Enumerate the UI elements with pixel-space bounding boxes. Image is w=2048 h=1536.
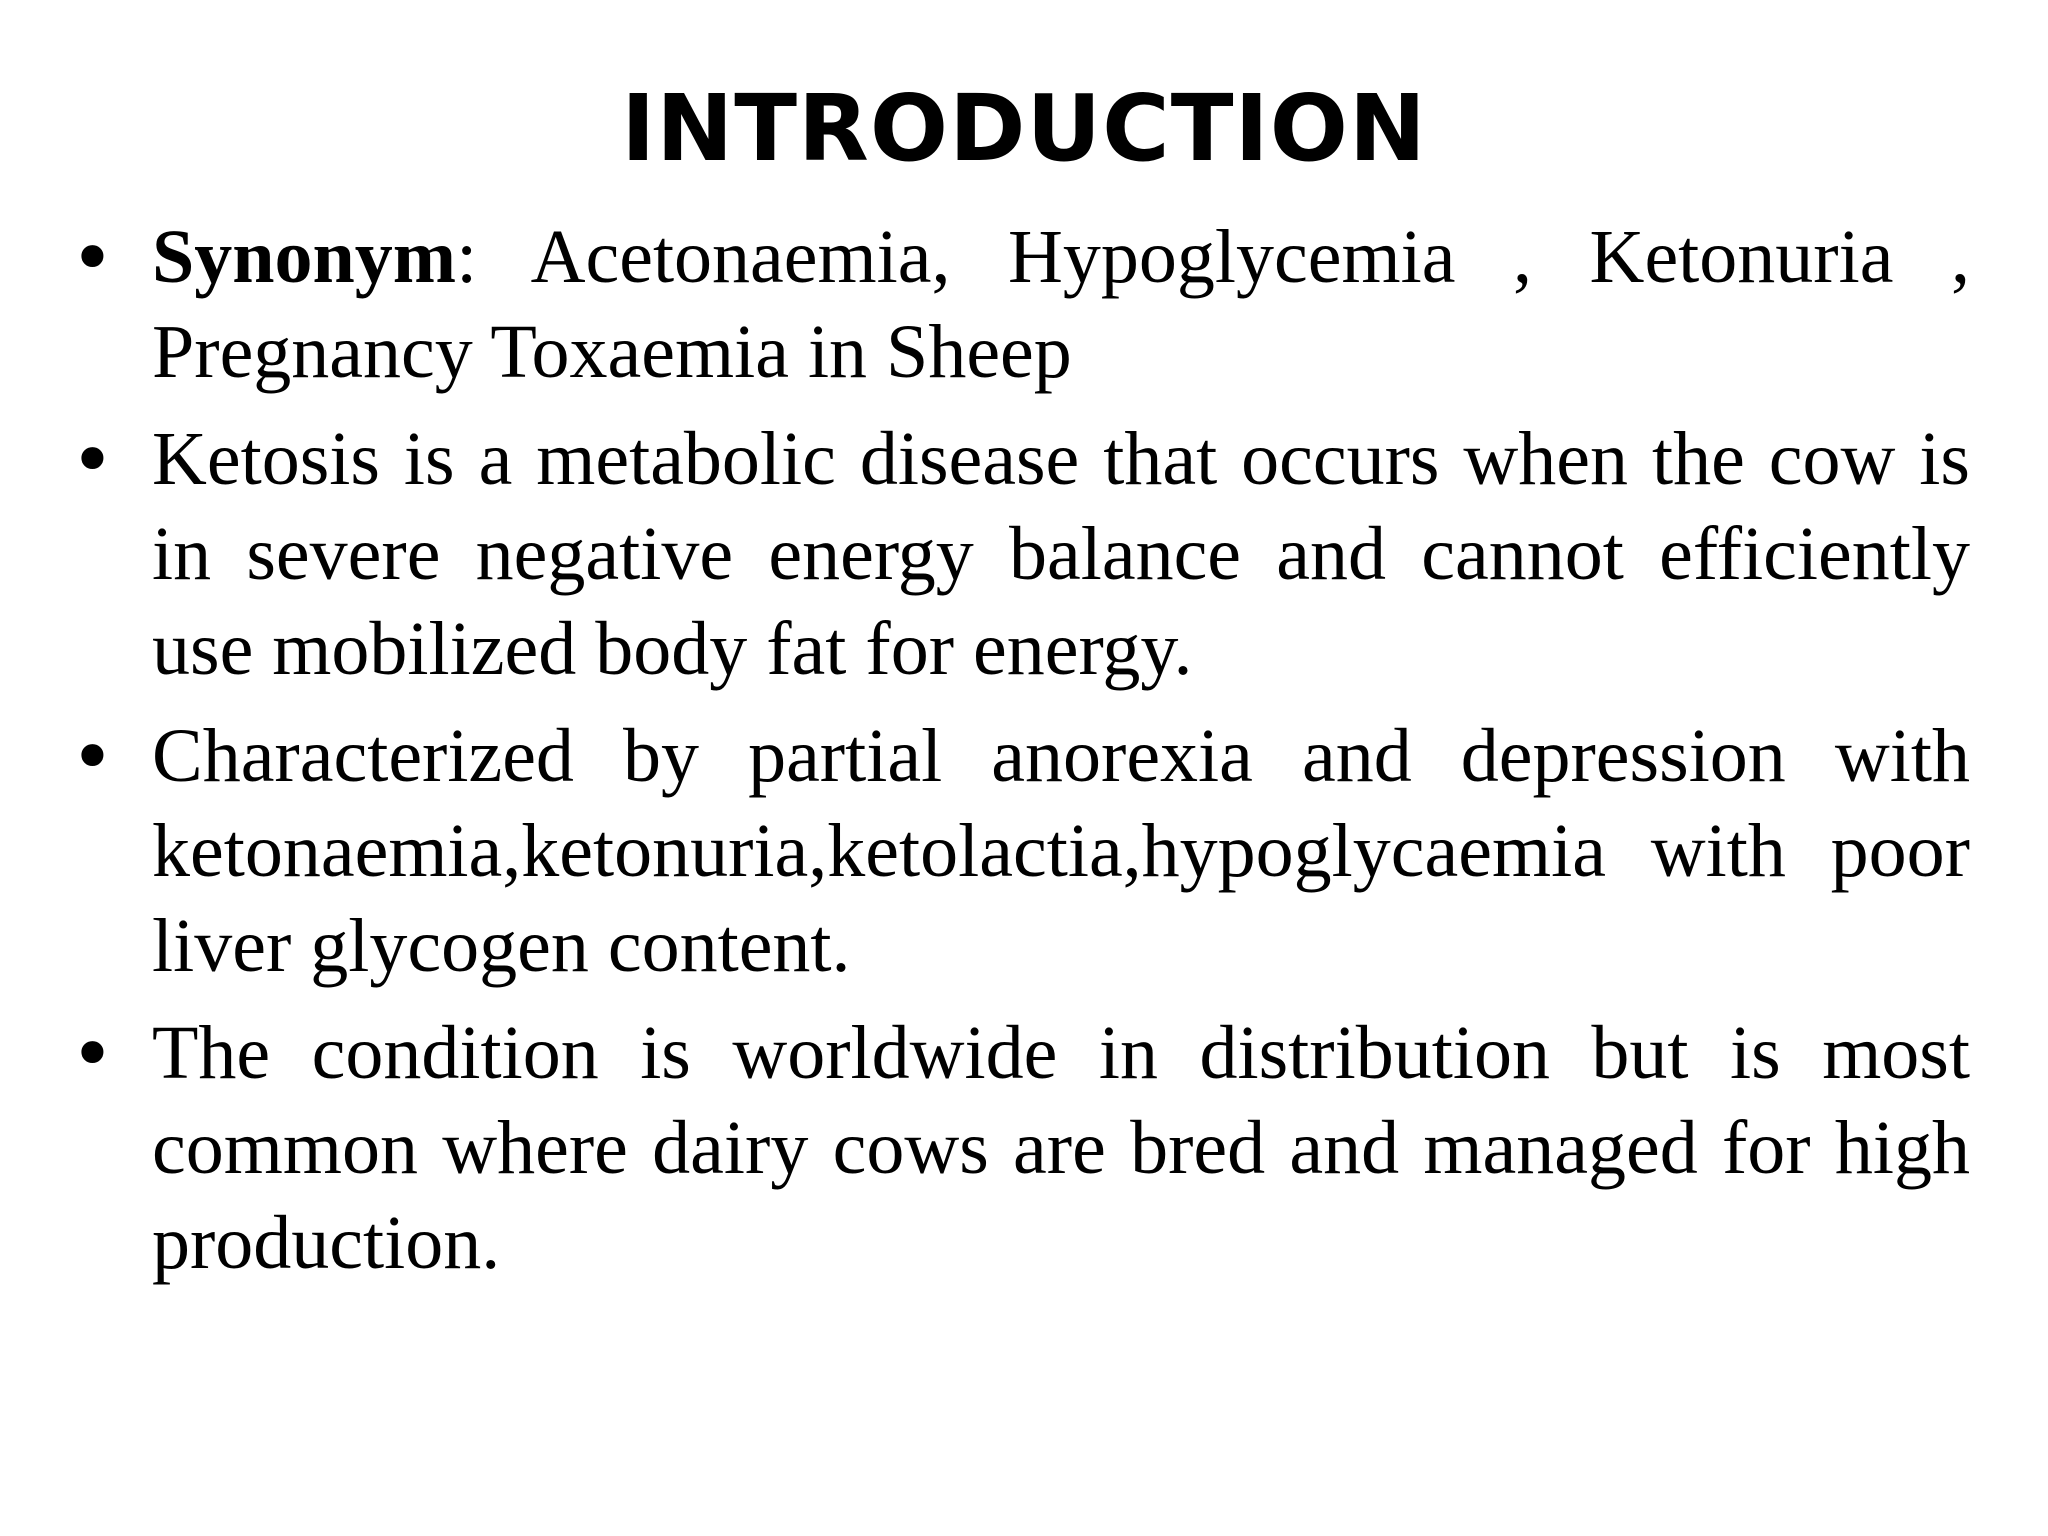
bullet-item-distribution <box>70 1006 1970 1291</box>
bullet-text: Ketosis is a metabolic disease that occurs when the cow is in severe negative energy balance and cannot efficiently use mobilized body fat for energy. <box>152 417 1970 691</box>
synonym-label: Synonym <box>152 215 457 299</box>
bullet-icon: • <box>70 213 115 302</box>
bullet-text: Characterized by partial anorexia and depression with ketonaemia,ketonuria,ketolactia,hypoglycaemia with poor liver glycogen content. <box>152 714 1970 988</box>
bullet-item-synonym <box>70 210 1970 400</box>
slide-title: INTRODUCTION <box>621 75 1427 182</box>
bullet-text: The condition is worldwide in distribution but is most common where dairy cows are bred and managed for high production. <box>152 1011 1970 1285</box>
bullet-icon: • <box>70 1009 115 1098</box>
bullet-item-characteristics <box>70 709 1970 994</box>
bullet-item-ketosis-definition <box>70 412 1970 697</box>
synonym-text: : Acetonaemia, Hypoglycemia , Ketonuria , Pregnancy Toxaemia in Sheep <box>152 215 1970 394</box>
bullet-icon: • <box>70 415 115 504</box>
bullet-list <box>70 210 1970 1303</box>
bullet-icon: • <box>70 712 115 801</box>
